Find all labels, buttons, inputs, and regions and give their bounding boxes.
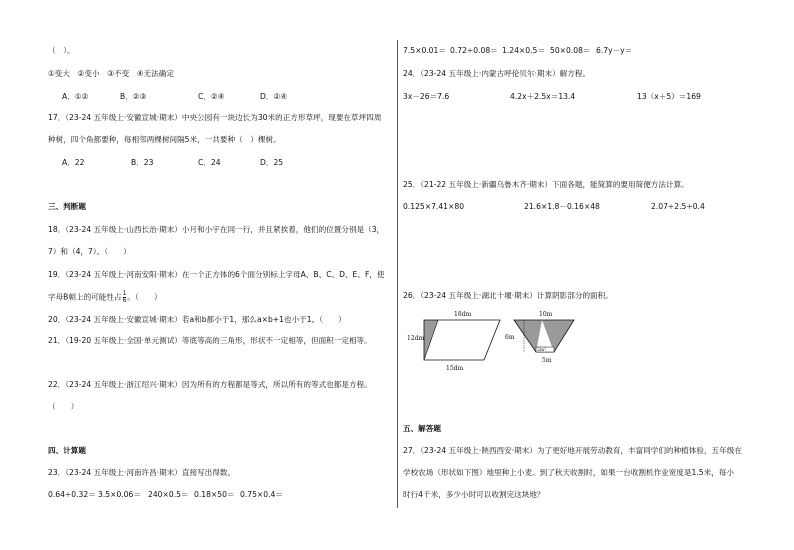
q23-item: 50×0.08＝ [550, 46, 591, 55]
q23-item: 0.64÷0.32＝ [48, 490, 96, 499]
q17-choice-d: D．25 [260, 158, 284, 167]
q19-fraction-den: 6 [122, 297, 127, 304]
q25-expression: 0.125×7.41×80 [403, 202, 465, 211]
q25-expression: 2.07÷2.5÷0.4 [651, 202, 705, 211]
q17-choice-c: C．24 [198, 158, 221, 167]
q27-line1: 27．（23-24 五年级上·陕西西安·期末）为了更好地开展劳动教育，丰富同学们的种植体验，五年级在 [403, 446, 742, 455]
q19-line1: 19．（23-24 五年级上·河南安阳·期末）在一个正方体的6个面分别标上字母A、B、C、D、E、F，使 [48, 270, 385, 279]
q26-intro: 26．（23-24 五年级上·湖北十堰·期末）计算阴影部分的面积。 [403, 291, 613, 300]
q25-expression: 21.6×1.8－0.16×48 [524, 202, 600, 211]
q27-line2: 学校农场（形状如下图）地里种上小麦。到了秋天收割时，如果一台收割机作业宽度是1.5米，每小 [403, 468, 735, 477]
q17-line1: 17．（23-24 五年级上·安徽宣城·期末）中央公园有一块边长为30米的正方形草坪，现要在草坪四周 [48, 113, 382, 122]
q17-line2: 种树，四个角都要种，每相邻两棵树间隔5米，一共要种（ ）棵树。 [48, 135, 281, 144]
q21: 21．（19-20 五年级上·全国·单元测试）等底等高的三角形，形状不一定相等，但面积一定相等。 [48, 336, 372, 345]
q22-line2: （ ） [48, 402, 79, 411]
fig2-bottom-label: 5m [542, 357, 552, 364]
fig2-square-label: 2m² [537, 348, 546, 353]
q19-fraction-num: 1 [122, 290, 127, 297]
q16-choice-d: D．②④ [260, 92, 288, 101]
q19-line2-pre: 字母B朝上的可能性占 [48, 292, 122, 302]
q16-options: ①变大 ②变小 ③不变 ④无法确定 [48, 69, 174, 78]
q20: 20．（23-24 五年级上·安徽宣城·期末）若a和b都小于1，那么a×b+1也小于1。（ ） [48, 315, 346, 324]
q23-item: 3.5×0.06＝ [98, 490, 141, 499]
column-divider [397, 40, 398, 508]
fig1-side-label: 12dm [407, 335, 425, 342]
q19-line2-post: 。（ ） [127, 292, 162, 302]
q17-choice-a: A．22 [62, 158, 85, 167]
q23-item: 7.5×0.01＝ [403, 46, 446, 55]
q23-item: 1.24×0.5＝ [502, 46, 545, 55]
q23-intro: 23．（23-24 五年级上·河南许昌·期末）直接写出得数。 [48, 468, 236, 477]
q24-equation: 3x－26＝7.6 [403, 92, 450, 101]
q24-equation: 13（x＋5）＝169 [637, 92, 701, 101]
q16-choice-b: B．②③ [120, 92, 147, 101]
q18-line2: 7）和（4，7）。（ ） [48, 247, 131, 256]
q23-item: 0.75×0.4＝ [240, 490, 283, 499]
q24-equation: 4.2x＋2.5x＝13.4 [510, 92, 576, 101]
figure-parallelogram [402, 308, 502, 378]
q23-item: 240×0.5＝ [148, 490, 189, 499]
fig1-bottom-label: 15dm [446, 365, 464, 372]
q25-intro: 25．（21-22 五年级上·新疆乌鲁木齐·期末）下面各题，能简算的要用简便方法计算。 [403, 180, 689, 189]
q24-intro: 24．（23-24 五年级上·内蒙古呼伦贝尔·期末）解方程。 [403, 69, 591, 78]
fig2-side-label: 6m [505, 334, 515, 341]
q22-line1: 22．（23-24 五年级上·浙江绍兴·期末）因为所有的方程都是等式，所以所有的等式也都是方程。 [48, 380, 372, 389]
section-4-heading: 四、计算题 [48, 446, 86, 455]
q16-choice-c: C．②④ [198, 92, 225, 101]
q23-item: 0.72÷0.08＝ [450, 46, 498, 55]
fig1-top-label: 18dm [454, 311, 472, 318]
section-3-heading: 三、判断题 [48, 202, 86, 211]
fig2-top-label: 10m [539, 311, 553, 318]
q19-fraction [123, 291, 127, 304]
q27-line3: 时行4千米，多少小时可以收割完这块地？ [403, 490, 545, 499]
q19-line2 [48, 291, 162, 304]
q23-item: 6.7y－y＝ [596, 46, 633, 55]
q23-item: 0.18×50＝ [194, 490, 235, 499]
figure-trapezoid [502, 308, 587, 370]
section-5-heading: 五、解答题 [403, 424, 441, 433]
q16-paren: （ ）。 [48, 46, 75, 55]
q16-choice-a: A．①② [62, 92, 89, 101]
q17-choice-b: B．23 [131, 158, 154, 167]
q18-line1: 18．（23-24 五年级上·山西长治·期末）小月和小宇在同一行，并且紧挨着，他们的位置分别是（3， [48, 225, 385, 234]
